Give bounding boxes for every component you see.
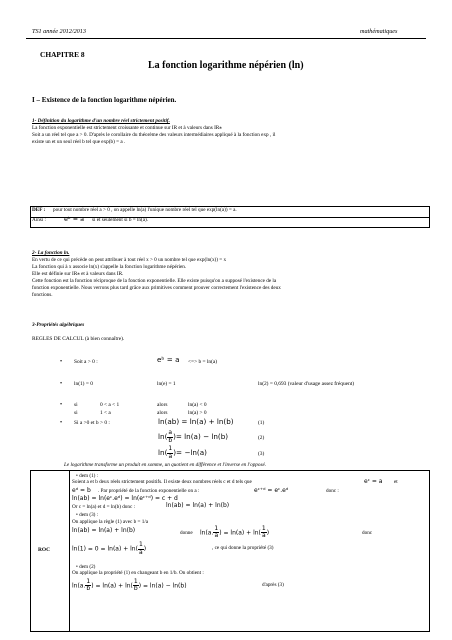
text-line: Cette fonction est la fonction réciproque de la fonction exponentielle. Elle existe puisqu'on a supposé l'existence de la [32,278,277,284]
proof-math: eᵈ = b [72,486,91,494]
rule-text: <=> b = ln(a) [188,359,218,365]
header-right: mathématiques [360,28,398,35]
rule-alors: alors [157,402,168,408]
text-line: La fonction exponentielle est strictement croissante et continue sur IR et à valeurs dans IR⁎ [32,125,222,131]
proof-math: eᶜ = a [364,477,383,485]
formula-number: (1) [258,420,265,426]
proof-math-frac: ln(1) = 0 = ln(a) + ln( $\frac{1}{a}$ ) [72,541,147,556]
dem-heading: • dem (3) : [76,512,99,519]
ainsi-label: Ainsi : [32,217,46,223]
formula-number: (2) [258,435,265,441]
text-line: fonction exponentielle. Nous verrons plus tard grâce aux primitives comment prouver correctement l'existence des deux [32,285,281,291]
text-line: Soit a un réel tel que a > 0. D'après le corollaire du théorème des valeurs intermédiaires appliqué à la fonction exp , il [32,132,276,138]
proof-text: donne [180,529,193,536]
dem-heading: • dem (2) [76,563,96,570]
proof-text: Or c = ln(a) et d = ln(b) donc : [72,504,136,510]
rule-alors: alors [157,410,168,416]
rules-title: REGLES DE CALCUL (à bien connaître). [32,336,125,342]
proof-math-frac: ln(a. $\frac{1}{a}$ ) = ln(a) + ln( $\frac{1}{a}$ ) [200,524,270,539]
ainsi-math: eᵇ = a [64,215,85,223]
dem-heading: • dem (1) : [76,472,99,479]
rule-label: Soit a > 0 : [74,359,98,365]
remark: Le logarithme transforme un produit en somme, un quotient en différence et l'inverse en l'opposé. [64,462,267,468]
rule-result: ln(a) > 0 [188,410,207,416]
header-rule [26,38,426,39]
bullet: • [60,381,63,387]
proof-math: eᶜ⁺ᵈ = eᶜ.eᵈ [254,486,289,494]
formula-number: (3) [258,451,265,457]
text-line: existe un et un seul réel b tel que exp(b) = a . [32,139,126,145]
proof-line: On applique la règle (1) avec b = 1/a [72,518,149,525]
formula-1: ln(ab) = ln(a) + ln(b) [158,417,234,426]
proof-math: ln(ab) = ln(eᶜ.eᵈ) = ln(eᶜ⁺ᵈ) = c + d [72,494,178,502]
def-text: pour tout nombre réel a > 0 , on appelle ln(a) l'unique nombre réel tel que exp(ln(a)) = a. [53,207,237,213]
text-line: Elle est définie sur IR⁎ et à valeurs dans IR. [32,271,124,277]
formula-2: ln( $\frac{a}{b}$ )= ln(a) − ln(b) [158,429,229,444]
roc-label: ROC [38,547,50,554]
proof-text: donc : [326,488,339,495]
proof-text: donc [362,529,373,536]
bullet: • [60,402,63,408]
proof-math-frac: ln(a. $\frac{1}{b}$ ) = ln(a) + ln( $\frac{1}{b}$ ) = ln(a) − ln(b) [72,577,187,593]
formula-3: ln( $\frac{1}{a}$ )= −ln(a) [158,445,207,460]
chapter-label: CHAPITRE 8 [40,50,85,59]
text-line: La fonction qui à x associe ln(x) s'appelle la fonction logarithme népérien. [32,264,187,270]
rule-value: ln(2) = 0,693 (valeur d'usage assez fréquent) [258,381,355,387]
proof-text: , ce qui donne la propriété (3) [212,545,274,552]
subsection-heading: 3-Propriétés algébriques [32,322,85,328]
section-heading: I – Existence de la fonction logarithme népérien. [32,96,177,104]
subsection-heading: 2- La fonction ln. [32,250,70,256]
rule-si: si [74,402,78,408]
proof-line: On applique la propriété (1) en changeant b en 1/b. On obtient : [72,570,204,577]
rule-result: ln(a) < 0 [188,402,207,408]
rule-label: Si a >0 et b > 0 : [74,420,110,426]
ainsi-text: si et seulement si b = ln(a). [92,217,149,223]
proof-math: ln(ab) = ln(a) + ln(b) [72,527,136,535]
header-left: TS1 année 2012/2013 [32,28,86,35]
text-line: En vertu de ce qui précède on peut attribuer à tout réel x > 0 un nombre tel que exp(ln(x)) = x [32,257,227,263]
algebraic-rules-block [56,419,428,427]
def-label: DEF : [32,207,46,213]
rule-si: si [74,410,78,416]
rule-cond: 0 < a < 1 [100,402,120,408]
text-line: fonctions. [32,292,53,298]
proof-math: ln(ab) = ln(a) + ln(b) [166,502,230,510]
proof-line: Soient a et b deux réels strictement positifs. Il existe deux nombres réels c et d tels que [72,479,252,486]
page-title: La fonction logarithme népérien (ln) [148,60,304,71]
subsection-heading: 1- Définition du logarithme d'un nombre réel strictement positif. [32,118,170,124]
rule-value: ln(1) = 0 [74,381,93,387]
rule-math: eᵇ = a [157,355,180,364]
proof-text: . Par propriété de la fonction exponentielle on a : [98,488,200,495]
proof-text: d'après (3) [262,581,284,588]
bullet: • [60,420,63,426]
proof-text: et [394,479,398,486]
rule-cond: 1 < a [100,410,111,416]
rule-value: ln(e) = 1 [157,381,176,387]
bullet: • [60,359,63,365]
